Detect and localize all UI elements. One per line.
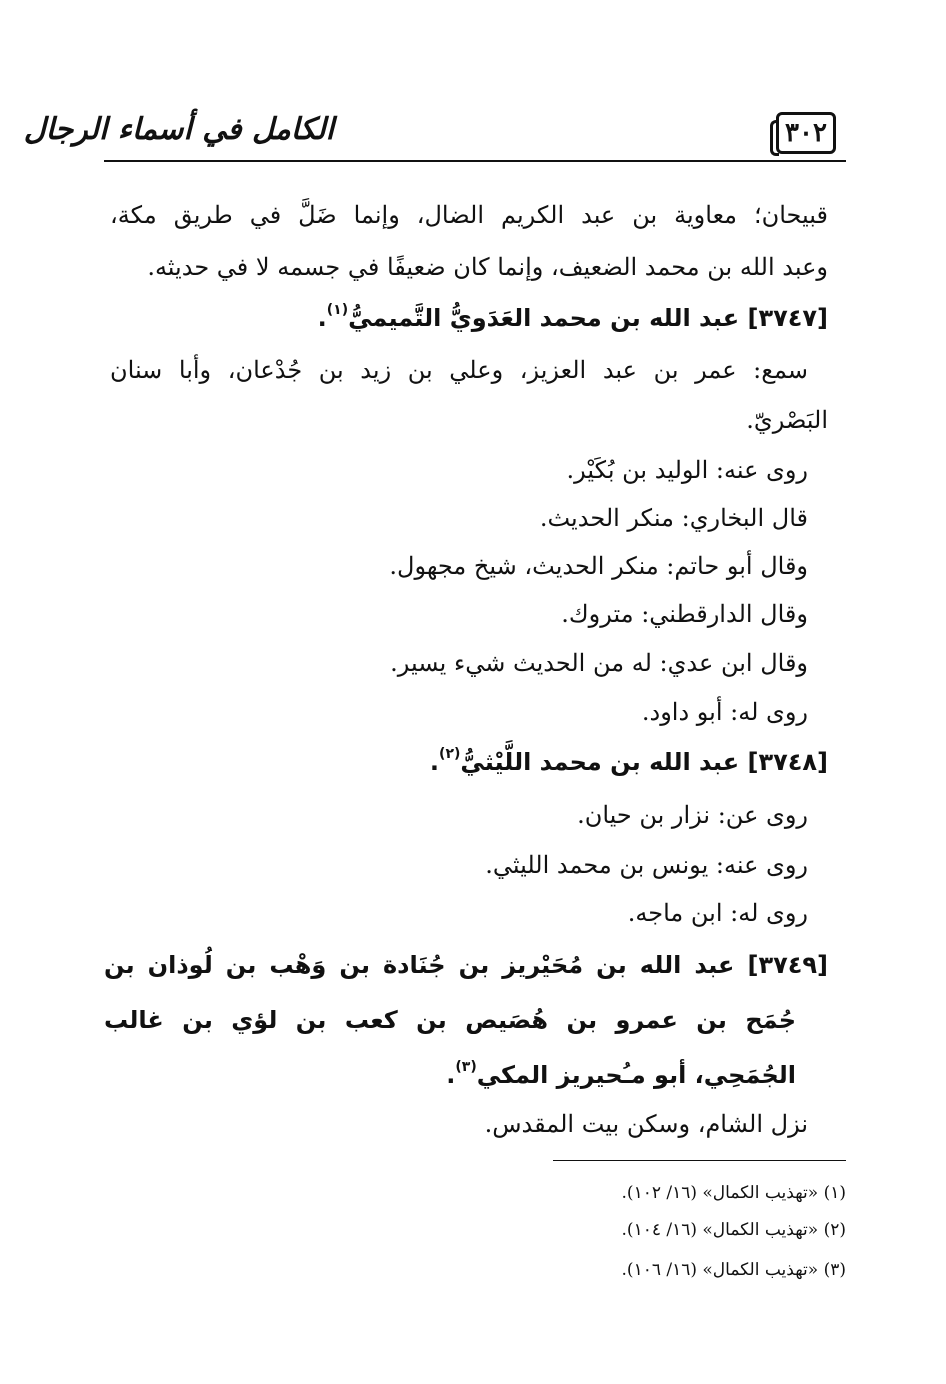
entry-heading-3747: [٣٧٤٧] عبد الله بن محمد العَدَويُّ التَّميميُّ$^{(١)}$. xyxy=(317,302,828,332)
footnote-ref: (٣) xyxy=(455,1059,477,1075)
entry-heading-3749: [٣٧٤٩] عبد الله بن مُحَيْريز بن جُنَادة بن وَهْب بن لُوذان بن xyxy=(104,951,828,979)
entry-heading-text: [٣٧٤٧] عبد الله بن محمد العَدَويُّ التَّميميُّ xyxy=(348,304,828,332)
running-title: الكامل في أسماء الرجال xyxy=(23,112,334,147)
footnote: (٣) «تهذيب الكمال» (١٦/ ١٠٦). xyxy=(621,1260,846,1280)
footnote: (١) «تهذيب الكمال» (١٦/ ١٠٢). xyxy=(621,1183,846,1203)
header-rule xyxy=(104,160,846,162)
text-line: سمع: عمر بن عبد العزيز، وعلي بن زيد بن جُدْعان، وأبا سنان xyxy=(110,356,808,384)
text-line: نزل الشام، وسكن بيت المقدس. xyxy=(484,1110,808,1138)
entry-heading-text: [٣٧٤٨] عبد الله بن محمد اللَّيْثيُّ xyxy=(460,748,828,776)
text-line: وقال الدارقطني: متروك. xyxy=(561,600,808,628)
page-number: ٣٠٢ xyxy=(776,112,836,154)
text-line: البَصْريّ. xyxy=(746,406,828,434)
footnote-rule xyxy=(553,1160,846,1161)
text-line: روى له: ابن ماجه. xyxy=(627,899,808,927)
footnote: (٢) «تهذيب الكمال» (١٦/ ١٠٤). xyxy=(621,1220,846,1240)
text-line: روى عنه: الوليد بن بُكَيْر. xyxy=(566,456,808,484)
text-line: وقال ابن عدي: له من الحديث شيء يسير. xyxy=(390,649,808,677)
entry-heading-3749-cont: جُمَح بن عمرو بن هُصَيص بن كعب بن لؤي بن غالب xyxy=(104,1006,796,1034)
text-line: قال البخاري: منكر الحديث. xyxy=(539,504,808,532)
text-line: قبيحان؛ معاوية بن عبد الكريم الضال، وإنما ضَلَّ في طريق مكة، xyxy=(110,201,828,229)
text-line: روى له: أبو داود. xyxy=(641,698,808,726)
footnote-ref: (٢) xyxy=(439,746,461,762)
entry-heading-text: الجُمَحِي، أبو مـُحيريز المكي xyxy=(476,1061,796,1089)
footnote-ref: (١) xyxy=(326,302,349,318)
text-line: روى عن: نزار بن حيان. xyxy=(577,801,808,829)
text-line: وقال أبو حاتم: منكر الحديث، شيخ مجهول. xyxy=(389,552,808,580)
text-line: روى عنه: يونس بن محمد الليثي. xyxy=(485,851,808,879)
text-line: وعبد الله بن محمد الضعيف، وإنما كان ضعيفًا في جسمه لا في حديثه. xyxy=(147,253,828,281)
entry-heading-3748: [٣٧٤٨] عبد الله بن محمد اللَّيْثيُّ$^{(٢)}$. xyxy=(429,746,828,776)
entry-heading-3749-end: الجُمَحِي، أبو مـُحيريز المكي$^{(٣)}$. xyxy=(446,1059,796,1089)
